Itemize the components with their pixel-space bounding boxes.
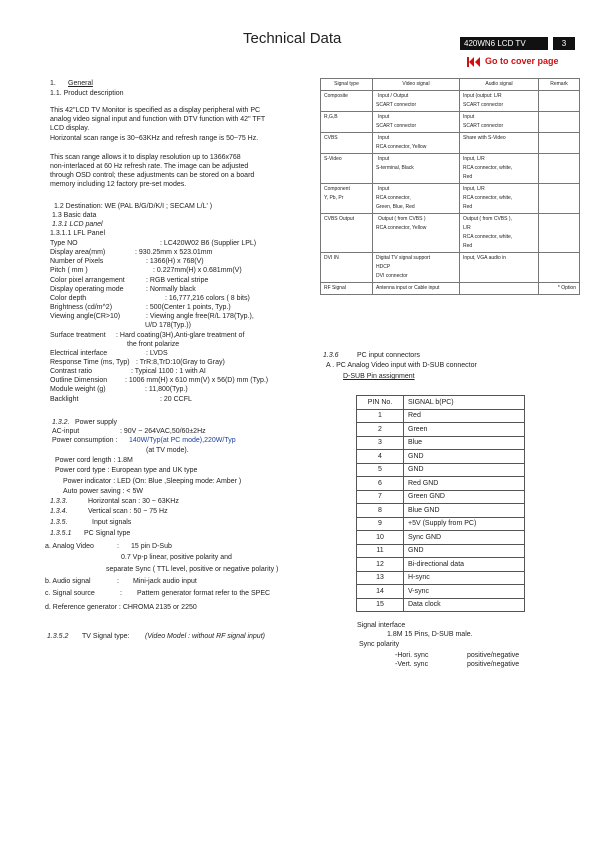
audio-signal-value: Mini-jack audio input [133, 578, 197, 585]
pin-signal: Red GND [404, 477, 525, 491]
pin-number: 13 [357, 571, 404, 585]
signal-cell-type [321, 283, 373, 295]
vert-sync-label: -Vert. sync [395, 661, 429, 668]
signal-cell-type [321, 133, 373, 154]
section-1-3-6-number: 1.3.6 [323, 352, 339, 359]
pin-number: 6 [357, 477, 404, 491]
signal-cell-video [373, 112, 460, 133]
section-1-3-5-2-number: 1.3.5.2 [47, 633, 69, 640]
dsub-pin-table [356, 395, 525, 612]
signal-cell-line: Input, VGA audio in [463, 255, 507, 261]
signal-cell-video [373, 91, 460, 112]
spec-value: : Normally black [146, 285, 196, 293]
signal-cell-line: RCA connector, Yellow [376, 225, 427, 231]
desc-line: Horizontal scan range is 30~63KHz and refresh range is 50~75 Hz. [50, 135, 259, 142]
signal-table-header [321, 79, 580, 91]
pin-signal: Green GND [404, 490, 525, 504]
signal-cell-line: DVI IN [324, 255, 339, 261]
signal-cell-video [373, 133, 460, 154]
signal-cell-line: Red [463, 204, 473, 210]
spec-label: Color depth [50, 294, 87, 302]
signal-cell-line: S-terminal, Black [376, 165, 414, 171]
spec-value: : 20 CCFL [160, 395, 192, 403]
pin-signal: Data clock [404, 598, 525, 612]
pin-number: 10 [357, 531, 404, 545]
signal-table-row [321, 91, 580, 112]
page-number: 3 [553, 37, 575, 50]
spec-value: : 930.25mm x 523.01mm [135, 249, 213, 257]
signal-cell-line: RCA connector, [376, 195, 411, 201]
section-1-number: 1. [50, 80, 56, 87]
desc-line: through OSD control; these adjustments can be stored on a board [50, 172, 255, 179]
signal-cell-line: DVI connector [376, 273, 408, 279]
signal-cell-line: Input [463, 114, 475, 120]
signal-cell-audio [460, 112, 539, 133]
spec-value: : Hard coating(3H),Anti-glare treatment of [116, 331, 245, 339]
pin-number: 1 [357, 409, 404, 423]
pin-row [357, 490, 525, 504]
pin-row [357, 531, 525, 545]
spec-label: Surface treatment [50, 331, 106, 339]
spec-value: : 16,777,216 colors ( 8 bits) [165, 294, 250, 302]
spec-value: : Typical 1100 : 1 with AI [131, 368, 206, 376]
signal-cell-line: CVBS Output [324, 216, 355, 222]
signal-cell-line: CVBS [324, 135, 338, 141]
signal-cell-remark [539, 214, 580, 253]
vertical-scan: Vertical scan : 50 ~ 75 Hz [88, 508, 168, 515]
pin-row [357, 409, 525, 423]
destination: 1.2 Destination: WE (PAL B/G/D/K/I ; SECAM L/L' ) [54, 203, 213, 210]
analog-video-line2: 0.7 Vp-p linear, positive polarity and [121, 554, 232, 561]
section-1-1: 1.1. Product description [50, 90, 124, 97]
signal-cell-line: Input [378, 114, 390, 120]
signal-cell-type [321, 184, 373, 214]
section-1-3-2-title: Power supply [75, 419, 118, 426]
spec-value: : 0.227mm(H) x 0.681mm(V) [153, 267, 242, 275]
signal-cell-line: SCART connector [376, 102, 417, 108]
signal-cell-line: Green, Blue, Red [376, 204, 415, 210]
pin-row [357, 504, 525, 518]
tv-signal-type-label: TV Signal type: [82, 633, 130, 640]
signal-cell-line: Input, L/R [463, 186, 485, 192]
signal-cell-line: SCART connector [376, 123, 417, 129]
pc-analog-input: A . PC Analog Video input with D-SUB connector [326, 362, 477, 369]
pin-signal: H-sync [404, 571, 525, 585]
tv-signal-type-value: (Video Model : without RF signal input) [145, 633, 265, 640]
col-signal: SIGNAL b(PC) [404, 396, 525, 410]
section-1-3-1: 1.3.1 LCD panel [52, 221, 103, 228]
pin-number: 11 [357, 544, 404, 558]
signal-cell-type [321, 214, 373, 253]
spec-label: Pitch ( mm ) [50, 267, 88, 275]
pin-signal: +5V (Supply from PC) [404, 517, 525, 531]
desc-line: analog video signal input and function with DTV function with 42" TFT [50, 116, 266, 123]
signal-cell-line: Input / Output [378, 93, 409, 99]
spec-value: : TrR:8,TrD:10(Gray to Gray) [136, 358, 225, 366]
spec-label: Display area(mm) [50, 249, 106, 257]
signal-cell-audio [460, 253, 539, 283]
signal-cell-line: Share with S-Video [463, 135, 506, 141]
ac-input-label: AC-input [52, 428, 80, 435]
signal-interface-label: Signal interface [357, 622, 406, 629]
spec-value: : RGB vertical stripe [146, 276, 209, 284]
pin-row [357, 450, 525, 464]
signal-cell-audio [460, 154, 539, 184]
pin-number: 8 [357, 504, 404, 518]
section-1-3-3-number: 1.3.3. [50, 498, 68, 505]
spec-label: Module weight (g) [50, 386, 106, 394]
signal-cell-line: Antenna input or Cable input [376, 285, 440, 291]
audio-signal-colon: : [117, 578, 119, 585]
signal-cell-line: L/R [463, 225, 471, 231]
desc-line: This scan range allows it to display resolution up to 1366x768 [50, 154, 241, 161]
dsub-pin-assignment: D-SUB Pin assignment [343, 373, 415, 380]
spec-value: : LC420W02 B6 (Supplier LPL) [160, 240, 257, 247]
power-cord-length: Power cord length : 1.8M [55, 457, 133, 464]
pin-signal: Blue [404, 436, 525, 450]
pin-row [357, 463, 525, 477]
signal-cell-line: Input [378, 156, 390, 162]
signal-table-row [321, 283, 580, 295]
pin-row [357, 544, 525, 558]
spec-label: Electrical interface [50, 349, 108, 357]
signal-cell-remark [539, 253, 580, 283]
spec-value: : Viewing angle free(R/L 178(Typ.), [146, 313, 254, 321]
reference-generator: d. Reference generator : CHROMA 2135 or 2250 [45, 604, 197, 611]
signal-cell-remark [539, 184, 580, 214]
signal-cell-line: HDCP [376, 264, 391, 270]
pin-number: 12 [357, 558, 404, 572]
section-1-3-1-1: 1.3.1.1 LFL Panel [50, 230, 106, 237]
spec-value: : 1006 mm(H) x 610 mm(V) x 56(D) mm (Typ.) [125, 377, 269, 385]
signal-cell-line: RF Signal [324, 285, 346, 291]
desc-line: This 42"LCD TV Monitor is specified as a display peripheral with PC [50, 107, 261, 114]
signal-cell-line: Input, L/R [463, 156, 485, 162]
signal-cell-video [373, 283, 460, 295]
pin-row [357, 436, 525, 450]
signal-cell-video [373, 214, 460, 253]
go-to-cover-link[interactable] [465, 55, 570, 69]
pin-row [357, 477, 525, 491]
pin-table-header [357, 396, 525, 410]
power-consumption-label: Power consumption : [52, 437, 118, 444]
pin-row [357, 423, 525, 437]
signal-cell-video [373, 154, 460, 184]
pin-signal: Sync GND [404, 531, 525, 545]
section-1-title: General [68, 80, 93, 87]
rewind-icon [467, 57, 480, 67]
desc-line: non-interlaced at 60 Hz refresh rate. The image can be adjusted [50, 163, 249, 170]
spec-label: Viewing angle(CR>10) [50, 313, 121, 321]
signal-cell-remark [539, 133, 580, 154]
section-1-3-5-number: 1.3.5. [50, 519, 68, 526]
signal-cell-audio [460, 184, 539, 214]
signal-table-row [321, 154, 580, 184]
signal-table-row [321, 133, 580, 154]
signal-cell-type [321, 91, 373, 112]
signal-cell-line: SCART connector [463, 123, 504, 129]
signal-cell-line: Composite [324, 93, 348, 99]
signal-cell-audio [460, 283, 539, 295]
hori-sync-label: -Hori. sync [395, 652, 429, 659]
signal-cell-video [373, 184, 460, 214]
pin-number: 14 [357, 585, 404, 599]
analog-video-value: 15 pin D-Sub [131, 543, 172, 550]
signal-cell-line: Red [463, 174, 473, 180]
audio-signal-label: b. Audio signal [45, 578, 91, 585]
signal-cell-line: Y, Pb, Pr [324, 195, 344, 201]
signal-cell-type [321, 253, 373, 283]
section-1-3-4-number: 1.3.4. [50, 508, 68, 515]
spec-label: Color pixel arrangement [50, 276, 125, 284]
signal-cell-line: Output ( from CVBS ), [463, 216, 512, 222]
signal-cell-line: * Option [557, 285, 576, 291]
pin-number: 7 [357, 490, 404, 504]
signal-cell-line: Red [463, 243, 473, 249]
signal-table-row [321, 214, 580, 253]
pin-signal: GND [404, 450, 525, 464]
signal-cell-line: Output ( from CVBS ) [378, 216, 426, 222]
signal-cell-line: Input (output: L/R [463, 93, 502, 99]
ac-input-value: : 90V ~ 264VAC,50/60±2Hz [120, 428, 206, 435]
sync-polarity-label: Sync polarity [359, 641, 400, 648]
pin-signal: Red [404, 409, 525, 423]
col-video-signal: Video signal [373, 79, 460, 91]
pc-input-connectors: PC input connectors [357, 352, 421, 359]
analog-video-label: a. Analog Video [45, 543, 94, 550]
pc-signal-type: PC Signal type [84, 530, 131, 537]
spec-value: : 11,800(Typ.) [145, 386, 188, 394]
signal-cell-type [321, 154, 373, 184]
signal-cell-audio [460, 91, 539, 112]
signal-cell-audio [460, 133, 539, 154]
spec-label: Contrast ratio [50, 368, 93, 376]
auto-power-saving: Auto power saving : < 5W [63, 488, 143, 495]
analog-video-line3: separate Sync ( TTL level, positive or negative polarity ) [106, 566, 279, 573]
spec-label: Brightness (cd/m^2) [50, 304, 113, 312]
spec-value: : LVDS [146, 349, 168, 357]
go-to-cover-label: Go to cover page [485, 56, 559, 66]
horizontal-scan: Horizontal scan : 30 ~ 63KHz [88, 498, 179, 505]
signal-cell-line: RCA connector, white, [463, 165, 513, 171]
signal-type-table [320, 78, 580, 295]
signal-cell-line: RCA connector, Yellow [376, 144, 427, 150]
spec-label: Display operating mode [50, 285, 124, 293]
pin-row [357, 598, 525, 612]
signal-cell-line: Input [378, 135, 390, 141]
power-consumption-value: 140W/Typ(at PC mode),220W/Typ [129, 437, 236, 444]
pin-signal: V-sync [404, 585, 525, 599]
signal-cell-remark [539, 283, 580, 295]
pin-number: 15 [357, 598, 404, 612]
desc-line: LCD display. [50, 125, 90, 132]
pin-number: 9 [357, 517, 404, 531]
signal-table-row [321, 253, 580, 283]
spec-value: : 1366(H) x 768(V) [146, 258, 204, 266]
col-remark: Remark [539, 79, 580, 91]
spec-label: Type NO [50, 240, 78, 247]
pin-signal: Blue GND [404, 504, 525, 518]
signal-cell-audio [460, 214, 539, 253]
signal-cell-remark [539, 154, 580, 184]
spec-value: : 500(Center 1 points, Typ.) [146, 304, 231, 312]
section-1-3-5-1-number: 1.3.5.1 [50, 530, 72, 537]
signal-source-value: Pattern generator format refer to the SPEC [137, 590, 271, 597]
model-badge: 420WN6 LCD TV [460, 37, 548, 50]
signal-cell-line: Digital TV signal support [376, 255, 431, 261]
desc-line: memory including 12 factory pre-set modes. [50, 181, 187, 188]
signal-cell-line: RCA connector, white, [463, 195, 513, 201]
page-title: Technical Data [243, 30, 342, 47]
spec-label: Number of Pixels [50, 258, 104, 266]
signal-cell-video [373, 253, 460, 283]
pin-number: 3 [357, 436, 404, 450]
signal-cell-line: Component [324, 186, 350, 192]
signal-cell-type [321, 112, 373, 133]
section-1-3: 1.3 Basic data [52, 212, 97, 219]
spec-label: Backlight [50, 395, 79, 403]
signal-cell-line: R,G,B [324, 114, 338, 120]
col-pin-no: PIN No. [357, 396, 404, 410]
pin-row [357, 571, 525, 585]
signal-table-row [321, 184, 580, 214]
pin-signal: GND [404, 463, 525, 477]
hori-sync-value: positive/negative [467, 652, 520, 659]
signal-cell-line: RCA connector, white, [463, 234, 513, 240]
col-signal-type: Signal type [321, 79, 373, 91]
analog-video-colon: : [117, 543, 119, 550]
col-audio-signal: Audio signal [460, 79, 539, 91]
pin-number: 5 [357, 463, 404, 477]
signal-cell-line: S-Video [324, 156, 342, 162]
power-indicator: Power indicator : LED (On: Blue ,Sleeping mode: Amber ) [63, 478, 242, 485]
spec-value: U/D 178(Typ.)) [145, 322, 191, 330]
pin-row [357, 558, 525, 572]
power-cord-type: Power cord type : European type and UK type [55, 467, 198, 474]
power-consumption-value-2: (at TV mode). [146, 447, 189, 454]
signal-cell-remark [539, 112, 580, 133]
signal-source-label: c. Signal source [45, 590, 95, 597]
signal-cell-remark [539, 91, 580, 112]
section-1-3-2-number: 1.3.2. [52, 419, 70, 426]
pin-signal: Bi-directional data [404, 558, 525, 572]
pin-number: 2 [357, 423, 404, 437]
signal-cell-line: SCART connector [463, 102, 504, 108]
pin-signal: GND [404, 544, 525, 558]
input-signals: Input signals [92, 519, 132, 526]
signal-source-colon: : [120, 590, 122, 597]
pin-row [357, 517, 525, 531]
signal-table-row [321, 112, 580, 133]
pin-number: 4 [357, 450, 404, 464]
pin-row [357, 585, 525, 599]
spec-label: Outline Dimension [50, 377, 108, 385]
spec-value: the front polarize [127, 340, 180, 348]
pin-signal: Green [404, 423, 525, 437]
signal-interface-value: 1.8M 15 Pins, D-SUB male. [387, 631, 473, 638]
signal-cell-line: Input [378, 186, 390, 192]
vert-sync-value: positive/negative [467, 661, 520, 668]
spec-label: Response Time (ms, Typ) [50, 358, 130, 366]
